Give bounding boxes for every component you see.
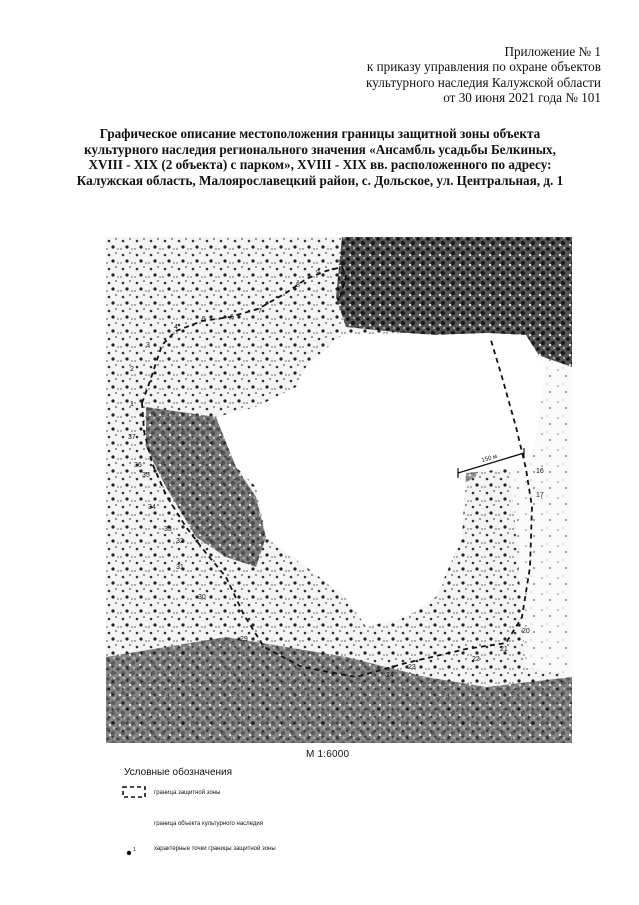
point-label-20: 20 — [522, 628, 530, 635]
point-label-9: 9 — [316, 270, 320, 277]
point-label-1: 1 — [130, 401, 134, 408]
document-title — [40, 126, 600, 188]
point-label-30: 30 — [198, 594, 206, 601]
point-label-36: 36 — [134, 462, 142, 469]
map-scale-bar-label: 150 м — [481, 453, 498, 465]
appendix-number: Приложение № 1 — [504, 44, 601, 59]
dashed-boundary-icon — [122, 786, 146, 798]
point-label-21: 21 — [500, 646, 508, 653]
point-label-23: 23 — [408, 664, 416, 671]
point-label-34: 34 — [148, 504, 156, 511]
aerial-map — [106, 237, 572, 743]
appendix-authority-line: культурного наследия Калужской области — [366, 74, 601, 90]
map-image — [106, 237, 572, 743]
point-label-29: 29 — [240, 636, 248, 643]
point-label-35: 35 — [142, 472, 150, 479]
point-label-17: 17 — [536, 492, 544, 499]
point-label-37: 37 — [128, 434, 136, 441]
point-label-32: 32 — [176, 538, 184, 545]
point-marker-number: 1 — [133, 847, 136, 853]
legend-label-characteristic-points: характерные точки границы защитной зоны — [154, 846, 276, 852]
point-label-8: 8 — [296, 282, 300, 289]
point-label-24: 24 — [386, 672, 394, 679]
appendix-header — [271, 44, 601, 106]
title-line-4: Калужская область, Малоярославецкий район, с. Дольское, ул. Центральная, д. 1 — [76, 172, 564, 188]
appendix-date-line: от 30 июня 2021 года № 101 — [443, 90, 601, 106]
point-marker-icon — [126, 846, 140, 858]
point-label-33: 33 — [164, 526, 172, 533]
point-label-2: 2 — [130, 366, 134, 373]
legend-label-heritage-boundary: граница объекта культурного наследия — [154, 821, 263, 827]
point-label-3: 3 — [146, 342, 150, 349]
point-label-5: 5 — [202, 316, 206, 323]
title-line-3: XVIII - XIX (2 объекта) с парком», XVIII - XIX вв. расположенного по адресу: — [88, 157, 552, 172]
point-label-6: 6 — [230, 314, 234, 321]
point-label-31: 31 — [176, 564, 184, 571]
map-scale: М 1:6000 — [306, 749, 350, 760]
legend-title: Условные обозначения — [124, 767, 233, 778]
point-label-16: 16 — [536, 468, 544, 475]
legend-label-protection-boundary: граница защитной зоны — [154, 790, 221, 796]
title-line-2: культурного наследия регионального значения «Ансамбль усадьбы Белкиных, — [84, 141, 556, 157]
point-label-22: 22 — [472, 656, 480, 663]
point-label-7: 7 — [258, 308, 262, 315]
point-label-4: 4 — [174, 324, 178, 331]
appendix-order-line: к приказу управления по охране объектов — [366, 59, 601, 75]
point-label-10: 10 — [338, 260, 346, 267]
title-line-1: Графическое описание местоположения границы защитной зоны объекта — [99, 126, 541, 141]
